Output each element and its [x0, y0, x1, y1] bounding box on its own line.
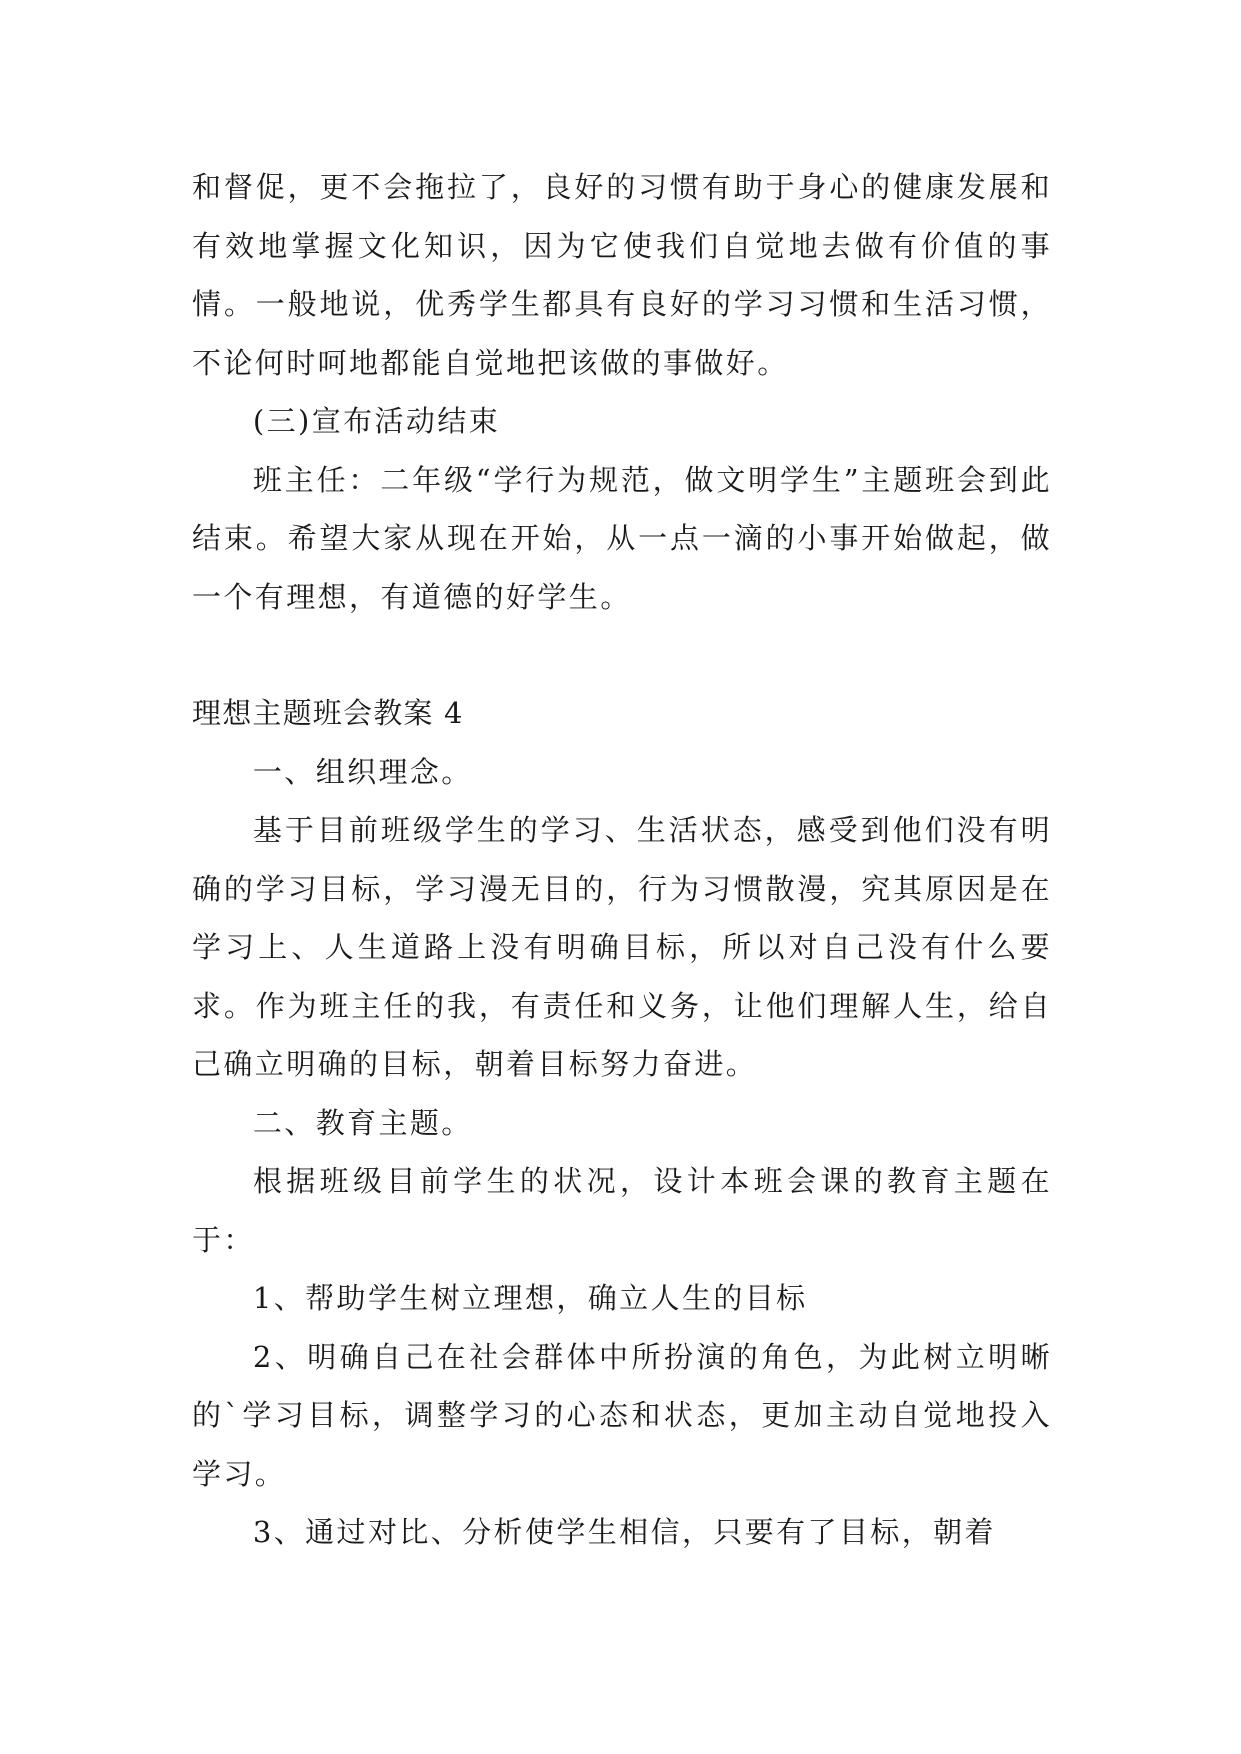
- paragraph-theme-item-3: 3、通过对比、分析使学生相信，只要有了目标，朝着: [252, 1515, 996, 1549]
- paragraph-continued-habits: 和督促，更不会拖拉了，良好的习惯有助于身心的健康发展和有效地掌握文化知识，因为它使我们自觉地去做有价值的事情。一般地说，优秀学生都具有良好的学习习惯和生活习惯，不论何时呵地都能自觉地把该做的事做好。: [192, 170, 1052, 380]
- section-spacer: [192, 626, 1052, 684]
- paragraph-organizing-concept-body: 基于目前班级学生的学习、生活状态，感受到他们没有明确的学习目标，学习漫无目的，行为习惯散漫，究其原因是在学习上、人生道路上没有明确目标，所以对自己没有什么要求。作为班主任的我，有责任和义务，让他们理解人生，给自己确立明确的目标，朝着目标努力奋进。: [192, 813, 1052, 1081]
- paragraph-head-teacher-closing: 班主任：二年级“学行为规范，做文明学生”主题班会到此结束。希望大家从现在开始，从一点一滴的小事开始做起，做一个有理想，有道德的好学生。: [192, 462, 1052, 614]
- document-body: [192, 158, 1052, 1562]
- paragraph-education-theme-intro: 根据班级目前学生的状况，设计本班会课的教育主题在于：: [192, 1164, 1052, 1257]
- paragraph-announce-end-heading: (三)宣布活动结束: [252, 404, 501, 438]
- section-title: 理想主题班会教案 4: [192, 696, 464, 730]
- paragraph-theme-item-1: 1、帮助学生树立理想，确立人生的目标: [252, 1281, 808, 1315]
- paragraph-education-theme-heading: 二、教育主题。: [252, 1105, 473, 1140]
- paragraph-theme-item-2: 2、明确自己在社会群体中所扮演的角色，为此树立明晰的`学习目标，调整学习的心态和状态，更加主动自觉地投入学习。: [192, 1339, 1052, 1491]
- paragraph-organizing-concept-heading: 一、组织理念。: [252, 754, 473, 789]
